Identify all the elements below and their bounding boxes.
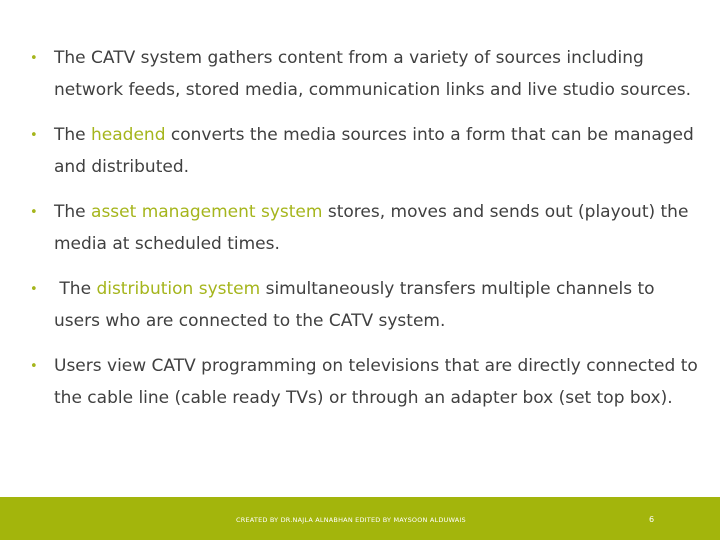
bullet-text: The CATV system gathers content from a variety of sources including network feeds, stored media, communication links and live studio sources. xyxy=(54,48,692,100)
bullet-list xyxy=(30,43,700,414)
bullet-item-asset-management xyxy=(30,197,700,260)
highlight-term-distribution: distribution system xyxy=(96,279,261,299)
footer-bar xyxy=(0,497,720,540)
bullet-item-sources xyxy=(30,43,700,106)
bullet-dot-icon: • xyxy=(30,128,38,143)
bullet-dot-icon: • xyxy=(30,282,38,297)
bullet-text: Users view CATV programming on televisions that are directly connected to the cable line (cable ready TVs) or through an adapter box (set top box). xyxy=(54,356,698,408)
bullet-dot-icon: • xyxy=(30,205,38,220)
bullet-text-after: stores, moves and sends out (playout) the media at scheduled times. xyxy=(54,202,689,254)
footer-credit: CREATED BY DR.NAJLA ALNABHAN EDITED BY MAYSOON ALDUWAIS xyxy=(236,516,466,524)
bullet-text-after: simultaneously transfers multiple channels to users who are connected to the CATV system. xyxy=(54,279,655,331)
bullet-item-headend xyxy=(30,120,700,183)
bullet-dot-icon: • xyxy=(30,359,38,374)
bullet-text-before: The xyxy=(54,279,97,299)
bullet-text-before: The xyxy=(54,125,92,145)
bullet-item-users-view xyxy=(30,351,700,414)
bullet-item-distribution xyxy=(30,274,700,337)
bullet-text-after: converts the media sources into a form that can be managed and distributed. xyxy=(54,125,694,177)
page-number: 6 xyxy=(649,515,655,524)
highlight-term-headend: headend xyxy=(91,125,166,145)
bullet-text-before: The xyxy=(54,202,92,222)
bullet-dot-icon: • xyxy=(30,51,38,66)
highlight-term-asset-management: asset management system xyxy=(91,202,323,222)
